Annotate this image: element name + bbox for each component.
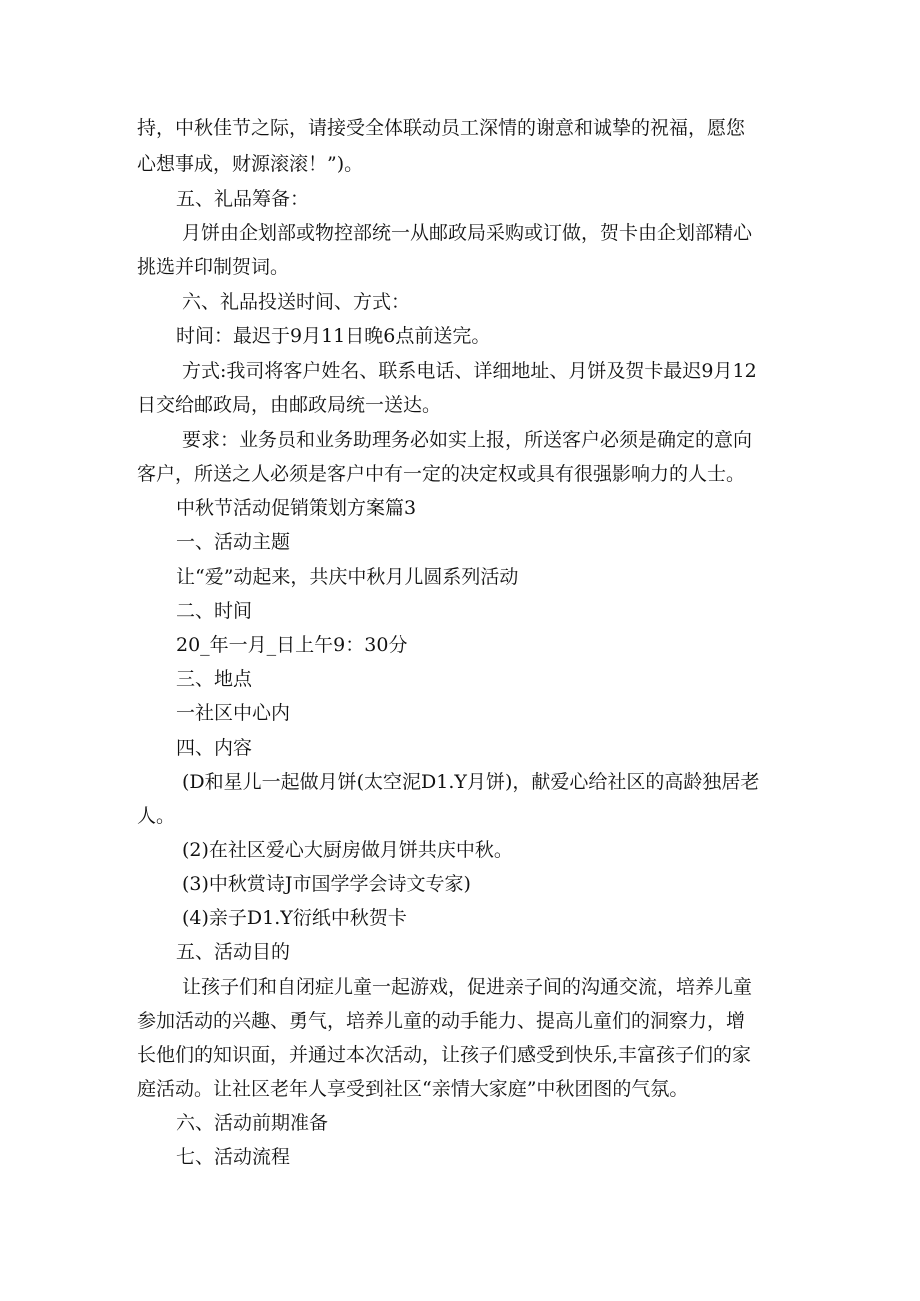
section-heading: 七、活动流程 (176, 1146, 291, 1168)
paragraph-line: 人。 (137, 805, 176, 827)
paragraph-line: 日交给邮政局，由邮政局统一送达。 (137, 394, 442, 416)
paragraph-line: 挑选并印制贺词。 (137, 256, 290, 278)
paragraph-line: (D和星儿一起做月饼(太空泥D1.Y月饼)，献爱心给社区的高龄独居老 (182, 771, 760, 793)
paragraph-line: 持，中秋佳节之际，请接受全体联动员工深情的谢意和诚挚的祝福，愿您 (137, 117, 746, 139)
paragraph-line: (3)中秋赏诗J市国学学会诗文专家) (182, 873, 471, 895)
paragraph-line: 时间：最迟于9月11日晚6点前送完。 (176, 325, 491, 347)
section-heading: 一、活动主题 (176, 531, 291, 553)
paragraph-line: 要求：业务员和业务助理务必如实上报，所送客户必须是确定的意向 (182, 429, 753, 451)
paragraph-line: 客户，所送之人必须是客户中有一定的决定权或具有很强影响力的人士。 (137, 463, 746, 485)
paragraph-line: 让孩子们和自闭症儿童一起游戏，促进亲子间的沟通交流，培养儿童 (182, 976, 753, 998)
section-heading: 五、活动目的 (176, 941, 291, 963)
document-heading: 中秋节活动促销策划方案篇3 (176, 497, 417, 519)
paragraph-line: 参加活动的兴趣、勇气，培养儿童的动手能力、提高儿童们的洞察力，增 (137, 1010, 746, 1032)
paragraph-line: (2)在社区爱心大厨房做月饼共庆中秋。 (182, 839, 513, 861)
paragraph-line: 让“爱”动起来，共庆中秋月儿圆系列活动 (176, 566, 519, 588)
paragraph-line: 心想事成，财源滚滚！”)。 (137, 153, 364, 175)
section-heading: 四、内容 (176, 737, 253, 759)
section-heading: 六、礼品投送时间、方式： (182, 291, 411, 313)
paragraph-line: 长他们的知识面，并通过本次活动，让孩子们感受到快乐,丰富孩子们的家 (137, 1044, 752, 1066)
paragraph-line: 一社区中心内 (176, 702, 291, 724)
section-heading: 三、地点 (176, 668, 253, 690)
paragraph-line: 庭活动。让社区老年人享受到社区“亲情大家庭”中秋团图的气氛。 (137, 1078, 689, 1100)
paragraph-line: 月饼由企划部或物控部统一从邮政局采购或订做，贺卡由企划部精心 (182, 222, 753, 244)
section-heading: 六、活动前期准备 (176, 1112, 329, 1134)
section-heading: 二、时间 (176, 600, 253, 622)
paragraph-line: 20_年一月_日上午9：30分 (176, 634, 408, 656)
paragraph-line: (4)亲子D1.Y衍纸中秋贺卡 (182, 907, 407, 929)
section-heading: 五、礼品筹备： (176, 188, 310, 210)
paragraph-line: 方式:我司将客户姓名、联系电话、详细地址、月饼及贺卡最迟9月12 (182, 360, 757, 382)
